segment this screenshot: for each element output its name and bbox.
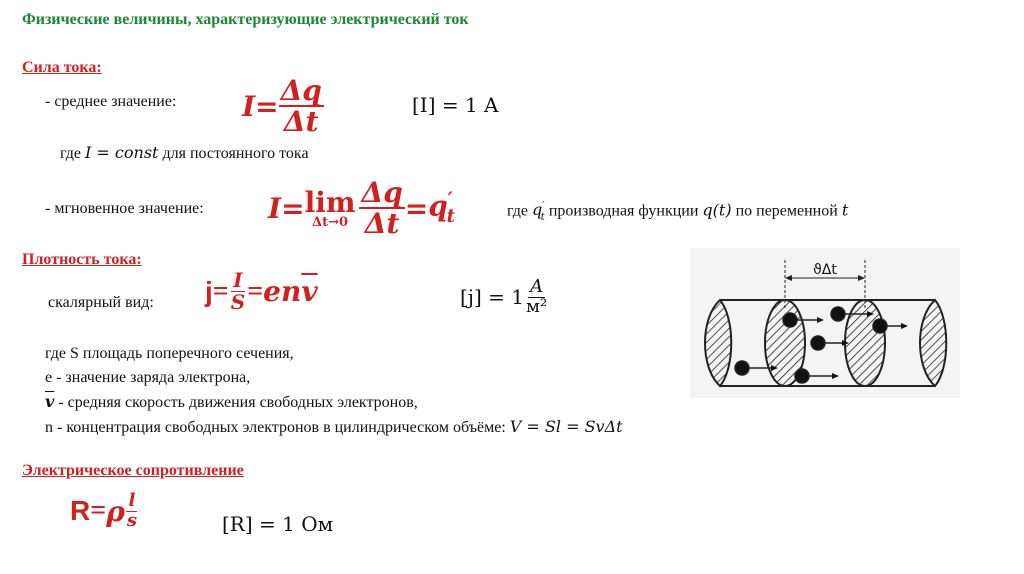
deriv-mid: производная функции	[544, 202, 703, 220]
density-formula	[205, 270, 318, 313]
instant-current-formula	[268, 178, 455, 239]
resistance-formula	[70, 492, 139, 531]
resistance-fraction	[125, 492, 139, 531]
resistance-numerator: l	[128, 490, 136, 511]
density-unit-fraction	[524, 278, 549, 317]
instant-label: - мгновенное значение:	[45, 200, 204, 217]
density-denominator: S	[230, 290, 246, 314]
inst-equals-2: =	[404, 191, 429, 225]
inst-denominator: Δt	[364, 207, 400, 241]
avg-denominator: Δt	[283, 105, 319, 139]
def-velocity: $\overline{v}$ - средняя скорость движения свободных электронов,	[45, 392, 418, 411]
average-label: - среднее значение:	[45, 93, 177, 110]
lim-word: lim	[304, 186, 356, 220]
inst-numerator: Δq	[361, 176, 403, 209]
def-charge: e - значение заряда электрона,	[45, 369, 251, 386]
scalar-label: скалярный вид:	[48, 294, 154, 311]
resistance-r: R	[70, 495, 91, 527]
inst-equals: =	[281, 191, 305, 225]
dim-label: ϑΔt	[813, 262, 837, 278]
def-concentration: n - концентрация свободных электронов в цилиндрическом объёме: V = Sl = SvΔt	[45, 417, 623, 436]
limit-operator	[305, 186, 356, 230]
resistance-denominator: s	[126, 509, 137, 531]
deriv-func: q(t)	[702, 200, 732, 220]
current-unit: [I] = 1 A	[412, 93, 499, 117]
where-suffix: для постоянного тока	[158, 145, 309, 162]
density-numerator: I	[233, 268, 243, 292]
density-equals: =	[212, 275, 229, 307]
deriv-prefix: где	[507, 202, 533, 220]
deriv-q: $q'_t$	[532, 200, 545, 223]
density-equals-2: =	[247, 275, 264, 307]
density-unit	[460, 278, 549, 317]
density-unit-den: м²	[526, 295, 548, 317]
average-current-formula	[242, 76, 324, 137]
density-unit-prefix: [j] = 1	[460, 285, 525, 310]
resistance-heading: Электрическое сопротивление	[22, 462, 244, 479]
density-rhs: $en\overline{v}$	[263, 275, 318, 308]
resistance-equals: =	[90, 495, 107, 527]
density-heading: Плотность тока:	[22, 251, 142, 268]
def-area: где S площадь поперечного сечения,	[45, 345, 294, 362]
density-j: j	[205, 275, 213, 307]
page-title: Физические величины, характеризующие электрический ток	[22, 11, 469, 28]
conductor-figure	[690, 248, 960, 398]
avg-numerator: Δq	[280, 74, 322, 107]
where-prefix: где	[60, 145, 86, 162]
avg-symbol-i: I	[242, 89, 256, 123]
derivative-note	[507, 200, 848, 223]
avg-fraction	[279, 76, 324, 137]
deriv-var: t	[841, 200, 849, 220]
where-const-line	[60, 143, 309, 163]
density-fraction	[229, 270, 247, 313]
cross-section-2	[845, 300, 885, 386]
current-heading: Сила тока:	[22, 59, 102, 76]
deriv-end: по переменной	[731, 202, 842, 220]
resistance-unit: [R] = 1 Ом	[222, 512, 334, 536]
inst-fraction	[359, 178, 404, 239]
lim-subscript: Δt→0	[312, 215, 349, 231]
density-unit-num: A	[530, 276, 544, 297]
inst-q-derivative: $q'_t$	[428, 189, 456, 228]
resistance-rho: ρ	[106, 494, 125, 528]
definitions-list	[45, 342, 623, 440]
avg-equals: =	[255, 89, 279, 123]
where-const-math: I = const	[85, 143, 159, 162]
inst-symbol-i: I	[268, 191, 282, 225]
